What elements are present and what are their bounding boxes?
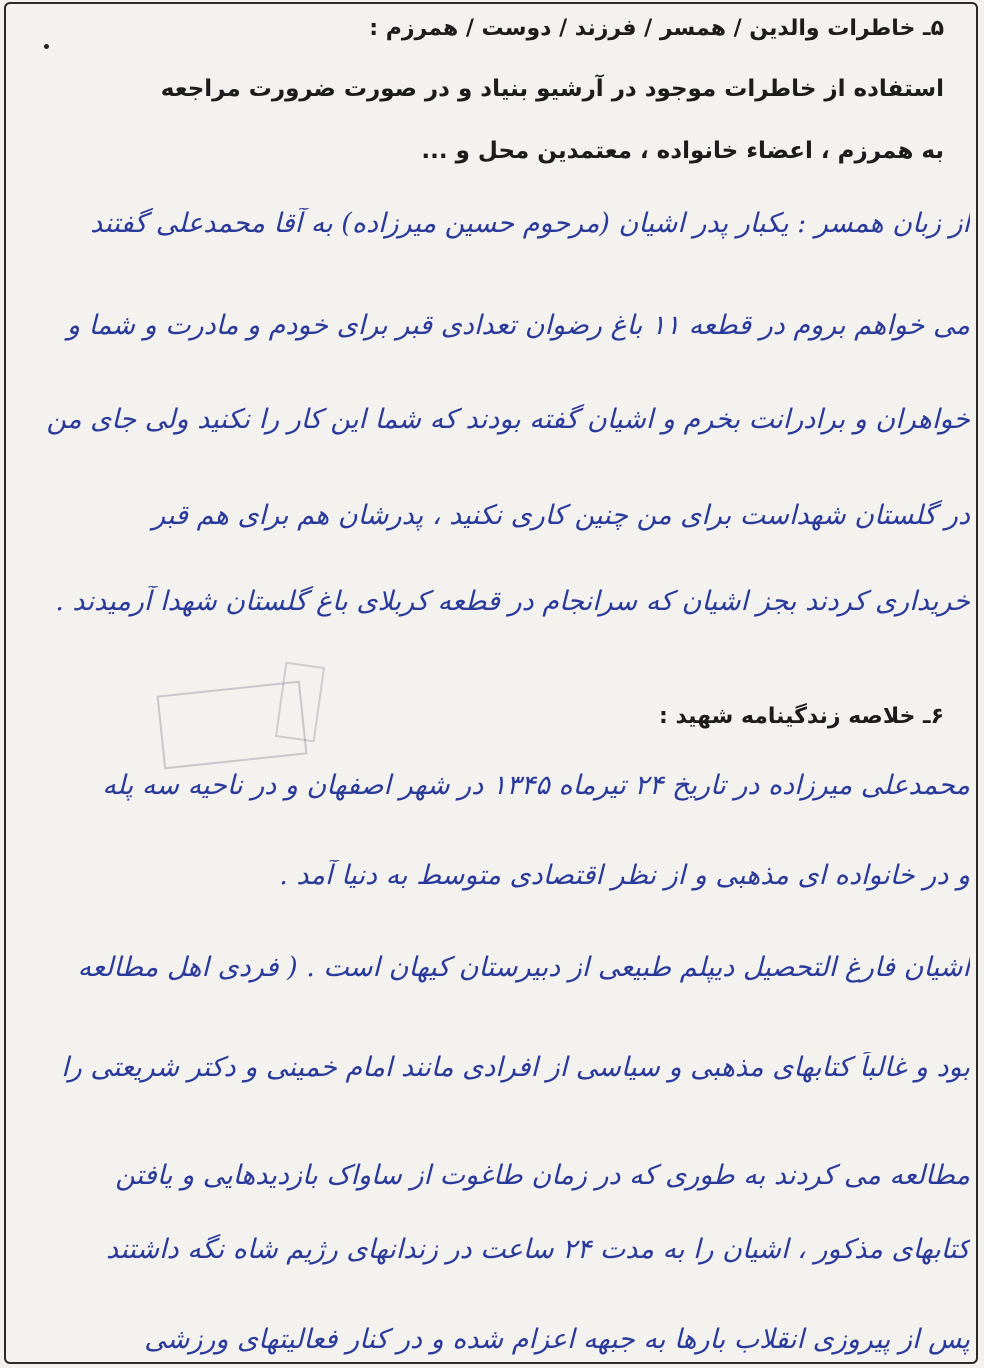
section-5-instruction-line-1: استفاده از خاطرات موجود در آرشیو بنیاد و در صورت ضرورت مراجعه xyxy=(160,76,944,102)
speck-mark xyxy=(44,44,49,49)
memoir-line-3: خواهران و برادرانت بخرم و اشیان گفته بودند که شما این کار را نکنید ولی جای من xyxy=(46,404,970,435)
memoir-line-5: خریداری کردند بجز اشیان که سرانجام در قطعه کربلای باغ گلستان شهدا آرمیدند . xyxy=(55,586,970,617)
section-5-heading: ۵ـ خاطرات والدین / همسر / فرزند / دوست / همرزم : xyxy=(369,16,944,41)
section-6-heading: ۶ـ خلاصه زندگینامه شهید : xyxy=(658,704,944,729)
biography-line-3: اشیان فارغ التحصیل دیپلم طبیعی از دبیرستان کیهان است . ( فردی اهل مطالعه xyxy=(77,952,970,983)
memoir-line-1: از زبان همسر : یکبار پدر اشیان (مرحوم حسین میرزاده) به آقا محمدعلی گفتند xyxy=(90,208,970,239)
memoir-line-2: می خواهم بروم در قطعه ۱۱ باغ رضوان تعدادی قبر برای خودم و مادرت و شما و xyxy=(66,310,970,341)
biography-line-6: کتابهای مذکور ، اشیان را به مدت ۲۴ ساعت در زندانهای رژیم شاه نگه داشتند xyxy=(106,1234,970,1265)
section-5-instruction-line-2: به همرزم ، اعضاء خانواده ، معتمدین محل و ... xyxy=(421,138,944,164)
memoir-line-4: در گلستان شهداست برای من چنین کاری نکنید ، پدرشان هم برای هم قبر xyxy=(152,500,970,531)
biography-line-5: مطالعه می کردند به طوری که در زمان طاغوت از ساواک بازدیدهایی و یافتن xyxy=(115,1160,970,1191)
biography-line-2: و در خانواده ای مذهبی و از نظر اقتصادی متوسط به دنیا آمد . xyxy=(279,860,970,891)
biography-line-7: پس از پیروزی انقلاب بارها به جبهه اعزام شده و در کنار فعالیتهای ورزشی xyxy=(144,1324,970,1355)
biography-line-4: بود و غالباً کتابهای مذهبی و سیاسی از افرادی مانند امام خمینی و دکتر شریعتی را xyxy=(61,1052,970,1083)
biography-line-1: محمدعلی میرزاده در تاریخ ۲۴ تیرماه ۱۳۴۵ در شهر اصفهان و در ناحیه سه پله xyxy=(102,770,970,801)
